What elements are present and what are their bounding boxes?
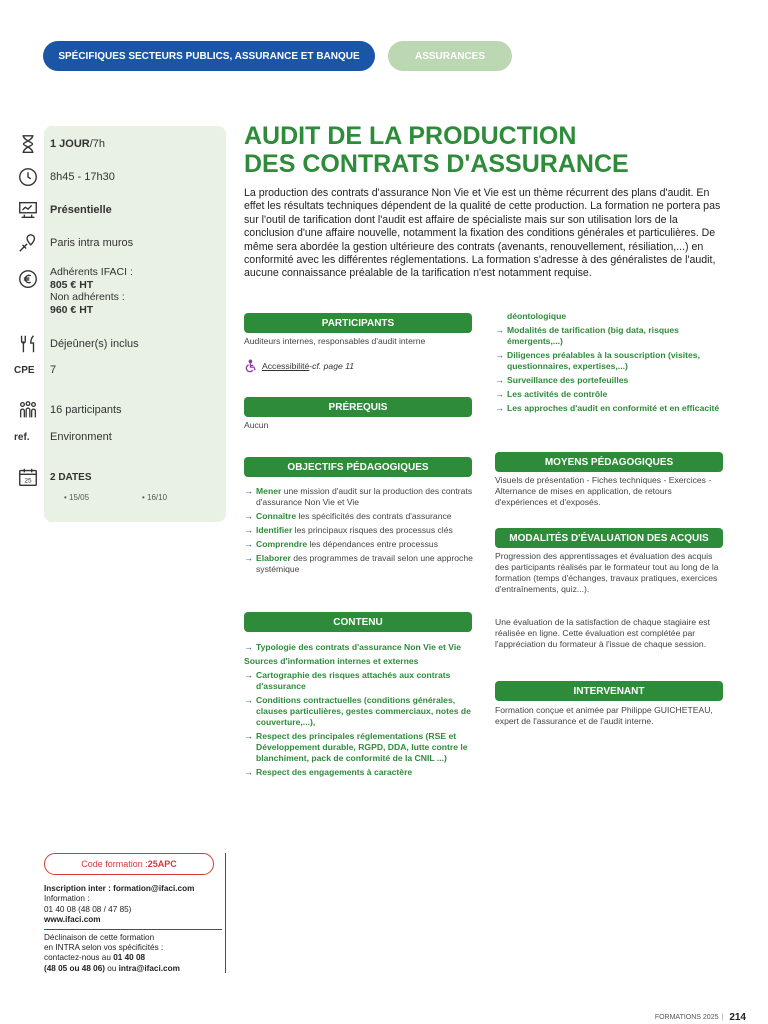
category-pill: ASSURANCES <box>388 41 512 71</box>
course-code-badge <box>44 853 214 875</box>
evaluation-text-2: Une évaluation de la satisfaction de chaque stagiaire est réalisée en ligne. Cette évaluation est complétée par l'appréciation du formateur à l'issue de chaque session. <box>495 617 710 649</box>
content-subhead: Sources d'information internes et externes <box>244 656 419 666</box>
content-item: Respect des engagements à caractère <box>256 767 413 777</box>
hours-row <box>14 164 115 190</box>
euro-icon <box>14 266 42 292</box>
arrow-icon: → <box>495 325 504 335</box>
evaluation-text-1: Progression des apprentissages et évaluation des acquis des participants réalisés par le formateur tout au long de la formation (temps d'échanges, travaux pratiques, exercices d'entraînements, quiz...). <box>495 551 719 594</box>
duration-row <box>14 131 105 157</box>
accessibility-ref: cf. page 11 <box>312 360 355 371</box>
sector-pill: SPÉCIFIQUES SECTEURS PUBLICS, ASSURANCE ET BANQUE <box>43 41 375 71</box>
objective-text: des programmes de travail selon une approche systémique <box>256 553 473 574</box>
page-title <box>244 122 724 178</box>
contenu-continued <box>495 311 725 417</box>
arrow-icon: → <box>244 731 253 741</box>
cpe-value: 7 <box>50 364 57 376</box>
list-item <box>495 375 725 386</box>
footer-separator: | <box>721 1014 724 1021</box>
mode-text: Présentielle <box>50 204 112 216</box>
cutlery-icon <box>14 331 42 357</box>
arrow-icon: → <box>495 403 504 413</box>
wheelchair-icon <box>244 359 260 373</box>
content-item: Les activités de contrôle <box>507 389 608 399</box>
list-item <box>244 511 474 522</box>
footer-label: FORMATIONS 2025 <box>654 1014 719 1021</box>
group-icon <box>14 397 42 423</box>
objective-verb: Connaître <box>256 511 297 521</box>
intra-line-2: en INTRA selon vos spécificités : <box>44 943 164 953</box>
prerequis-header: PRÉREQUIS <box>244 397 472 417</box>
calendar-icon <box>14 464 42 490</box>
list-item <box>244 767 474 778</box>
list-item <box>244 553 474 575</box>
list-item <box>244 539 474 550</box>
objective-verb: Comprendre <box>256 539 308 549</box>
price-non-members-label: Non adhérents : <box>50 291 125 303</box>
intervenant-header: INTERVENANT <box>495 681 723 701</box>
objective-text: les principaux risques des processus clés <box>292 525 453 535</box>
price-members: 805 € HT <box>50 278 94 291</box>
content-item: Respect des principales réglementations (RSE et Développement durable, RGPD, DDA, lutte contre le blanchiment, pack de conformité de la CNIL ...) <box>256 731 468 763</box>
divider <box>225 853 226 973</box>
cpe-label: CPE <box>14 364 35 376</box>
map-pin-icon <box>14 230 42 256</box>
accessibility-sep: - <box>309 360 313 371</box>
arrow-icon: → <box>495 389 504 399</box>
list-item <box>495 403 725 414</box>
cpe-row <box>14 364 56 376</box>
hourglass-icon <box>14 131 42 157</box>
contenu-list <box>244 642 474 781</box>
list-item <box>244 695 474 728</box>
contact-divider <box>44 929 222 930</box>
participants-header: PARTICIPANTS <box>244 313 472 333</box>
participants-row <box>14 397 122 423</box>
presentation-icon <box>14 197 42 223</box>
arrow-icon: → <box>495 350 504 360</box>
clock-icon <box>14 164 42 190</box>
objective-verb: Elaborer <box>256 553 291 563</box>
arrow-icon: → <box>244 767 253 777</box>
date-2: • 16/10 <box>142 493 168 502</box>
content-item: Conditions contractuelles (conditions générales, clauses particulières, gestes commerciaux, notes de couverture,...), <box>256 695 471 727</box>
arrow-icon: → <box>244 486 253 496</box>
hours-text: 8h45 - 17h30 <box>50 171 115 183</box>
mode-row <box>14 197 112 223</box>
list-item <box>495 325 725 347</box>
arrow-icon: → <box>495 375 504 385</box>
list-item <box>244 670 474 692</box>
content-item: Surveillance des portefeuilles <box>507 375 629 385</box>
code-value: 25APC <box>147 859 177 869</box>
evaluation-header: MODALITÉS D'ÉVALUATION DES ACQUIS <box>495 528 723 548</box>
title-line-2: DES CONTRATS D'ASSURANCE <box>244 150 629 178</box>
calendar-day: 25 <box>24 477 32 485</box>
information-label: Information : <box>44 894 90 904</box>
website-link[interactable]: www.ifaci.com <box>44 915 101 925</box>
ref-label: ref. <box>14 431 30 443</box>
price-non-members: 960 € HT <box>50 303 94 316</box>
lunch-row <box>14 331 139 357</box>
arrow-icon: → <box>244 642 253 652</box>
content-item: Les approches d'audit en conformité et en efficacité <box>507 403 720 413</box>
price-members-label: Adhérents IFACI : <box>50 266 133 278</box>
objective-text: une mission d'audit sur la production des contrats d'assurance Non Vie et Vie <box>256 486 473 507</box>
ref-value: Environment <box>50 431 112 443</box>
location-row <box>14 230 133 256</box>
intra-or: ou <box>104 963 119 973</box>
list-item <box>244 642 474 653</box>
prerequis-text: Aucun <box>244 420 269 430</box>
content-item: Cartographie des risques attachés aux contrats d'assurance <box>256 670 451 691</box>
objective-text: les spécificités des contrats d'assurance <box>296 511 452 521</box>
list-item <box>495 350 725 372</box>
list-item <box>495 389 725 400</box>
list-item <box>244 525 474 536</box>
accessibility-line <box>244 359 474 373</box>
objective-verb: Identifier <box>256 525 293 535</box>
intra-email-link[interactable]: intra@ifaci.com <box>118 963 180 973</box>
participants-text: Auditeurs internes, responsables d'audit interne <box>244 336 426 346</box>
content-item: Typologie des contrats d'assurance Non Vie et Vie <box>256 642 462 652</box>
arrow-icon: → <box>244 553 253 563</box>
intra-phone-2: (48 05 ou 48 06) <box>44 963 105 973</box>
page-footer <box>655 1012 746 1023</box>
ref-row <box>14 431 112 443</box>
location-text: Paris intra muros <box>50 237 134 249</box>
title-line-1: AUDIT DE LA PRODUCTION <box>244 122 577 150</box>
intra-line-1: Déclinaison de cette formation <box>44 932 155 942</box>
moyens-text: Visuels de présentation - Fiches techniques - Exercices - Alternance de mises en application, de retours d'expériences et d'exposés. <box>495 475 712 507</box>
accessibility-link[interactable]: Accessibilité <box>262 360 310 371</box>
list-item <box>244 486 474 508</box>
lunch-text: Déjeûner(s) inclus <box>50 338 139 350</box>
intervenant-text: Formation conçue et animée par Philippe GUICHETEAU, expert de l'assurance et de l'audit interne. <box>495 705 713 726</box>
dates-row <box>14 464 92 490</box>
phone-line: 01 40 08 (48 08 / 47 85) <box>44 904 132 914</box>
participants-text: 16 participants <box>50 404 122 416</box>
price-row <box>14 266 133 316</box>
moyens-header: MOYENS PÉDAGOGIQUES <box>495 452 723 472</box>
inscription-line[interactable]: Inscription inter : formation@ifaci.com <box>44 884 195 893</box>
objective-text: les dépendances entre processus <box>307 539 438 549</box>
duration-bold: 1 JOUR <box>50 138 90 150</box>
arrow-icon: → <box>244 525 253 535</box>
duration-rest: /7h <box>89 138 106 150</box>
content-item: Diligences préalables à la souscription (visites, questionnaires, expertises,...) <box>507 350 700 371</box>
page-number: 214 <box>729 1012 746 1023</box>
dates-label: 2 DATES <box>50 471 92 483</box>
contact-block <box>44 884 222 974</box>
objectifs-header: OBJECTIFS PÉDAGOGIQUES <box>244 457 472 477</box>
arrow-icon: → <box>244 539 253 549</box>
arrow-icon: → <box>244 670 253 680</box>
date-1: • 15/05 <box>64 493 90 502</box>
code-label: Code formation : <box>81 859 148 869</box>
objectifs-list <box>244 486 474 578</box>
content-continuation: déontologique <box>507 311 567 321</box>
intra-phone-1: 01 40 08 <box>113 953 146 963</box>
contenu-header: CONTENU <box>244 612 472 632</box>
list-subhead <box>244 656 474 667</box>
arrow-icon: → <box>244 695 253 705</box>
content-item: Modalités de tarification (big data, risques émergents,...) <box>507 325 679 346</box>
list-item <box>244 731 474 764</box>
intro-paragraph: La production des contrats d'assurance Non Vie et Vie est un thème récurrent des plans d'audit. En effet les résultats techniques dépendent de la qualité de cette production. La formation ne portera pas sur l'outil de tarification dont l'audit est affaire de spécialiste mais sur son utilisation lors de la conclusion d'une affaire nouvelle, notamment la fixation des conditions générales et particulières. De même sera abordée la gestion ultérieure des contrats (avenants, renouvellement, résiliation,...) en conformité avec les différentes réglementations. La formation s'adresse à des généralistes de l'audit, aucune connaissance préalable de la tarification n'est notamment requise. <box>244 187 721 280</box>
intra-line-3: contactez-nous au <box>44 953 114 963</box>
arrow-icon: → <box>244 511 253 521</box>
objective-verb: Mener <box>256 486 282 496</box>
